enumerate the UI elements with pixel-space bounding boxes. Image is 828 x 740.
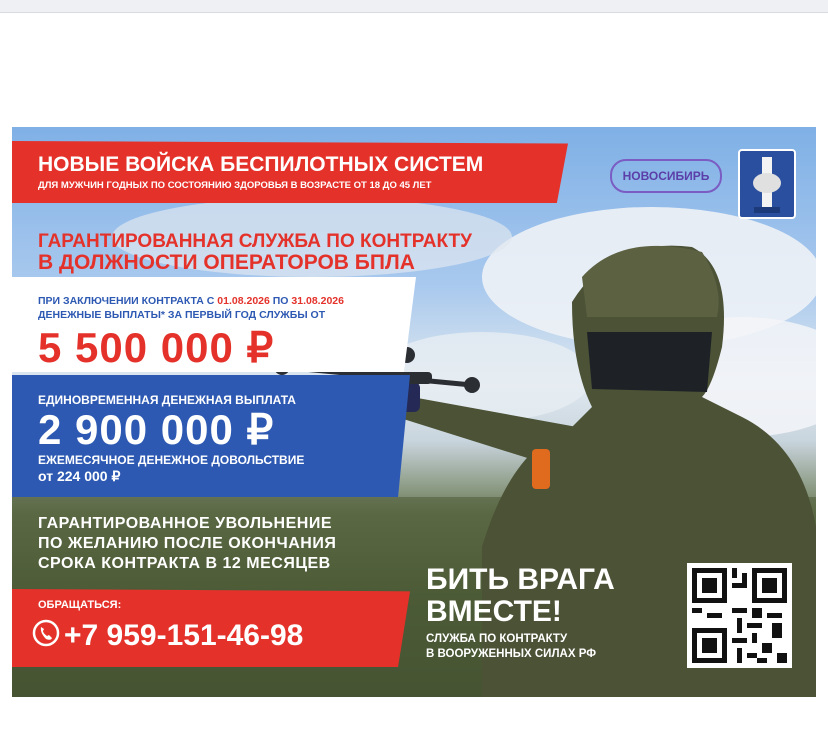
novosibirsk-logo: НОВОСИБИРЬ	[610, 159, 722, 193]
contact-label: ОБРАЩАТЬСЯ:	[38, 599, 122, 611]
service-line-2: В ДОЛЖНОСТИ ОПЕРАТОРОВ БПЛА	[38, 251, 415, 274]
contact-phone[interactable]: +7 959-151-46-98	[32, 619, 303, 655]
qr-code[interactable]	[687, 563, 792, 668]
service-line-1: ГАРАНТИРОВАННАЯ СЛУЖБА ПО КОНТРАКТУ	[38, 231, 472, 252]
dismissal-line-3: СРОКА КОНТРАКТА В 12 МЕСЯЦЕВ	[38, 555, 331, 572]
monthly-label: ЕЖЕМЕСЯЧНОЕ ДЕНЕЖНОЕ ДОВОЛЬСТВИЕ	[38, 453, 305, 467]
dismissal-line-2: ПО ЖЕЛАНИЮ ПОСЛЕ ОКОНЧАНИЯ	[38, 535, 337, 552]
slogan-line-1: БИТЬ ВРАГА	[426, 563, 615, 596]
slogan-sub-2: В ВООРУЖЕННЫХ СИЛАХ РФ	[426, 648, 597, 660]
coat-of-arms-icon	[738, 149, 796, 219]
payments-amount: 5 500 000 ₽	[38, 324, 275, 371]
header-title: НОВЫЕ ВОЙСКА БЕСПИЛОТНЫХ СИСТЕМ	[38, 153, 484, 176]
dismissal-line-1: ГАРАНТИРОВАННОЕ УВОЛЬНЕНИЕ	[38, 515, 332, 532]
payments-label: ДЕНЕЖНЫЕ ВЫПЛАТЫ* ЗА ПЕРВЫЙ ГОД СЛУЖБЫ ОТ	[38, 309, 326, 321]
monthly-amount: от 224 000 ₽	[38, 468, 121, 484]
phone-icon	[32, 619, 60, 655]
slogan-sub-1: СЛУЖБА ПО КОНТРАКТУ	[426, 633, 568, 645]
contract-period: ПРИ ЗАКЛЮЧЕНИИ КОНТРАКТА С 01.08.2026 ПО 31.08.2026	[38, 295, 344, 307]
slogan-line-2: ВМЕСТЕ!	[426, 595, 562, 628]
header-subtitle: ДЛЯ МУЖЧИН ГОДНЫХ ПО СОСТОЯНИЮ ЗДОРОВЬЯ В ВОЗРАСТЕ ОТ 18 ДО 45 ЛЕТ	[38, 180, 432, 191]
bonus-amount: 2 900 000 ₽	[38, 406, 275, 453]
recruitment-poster	[12, 127, 816, 697]
bonus-label: ЕДИНОВРЕМЕННАЯ ДЕНЕЖНАЯ ВЫПЛАТА	[38, 393, 296, 407]
browser-top-bar	[0, 0, 828, 13]
